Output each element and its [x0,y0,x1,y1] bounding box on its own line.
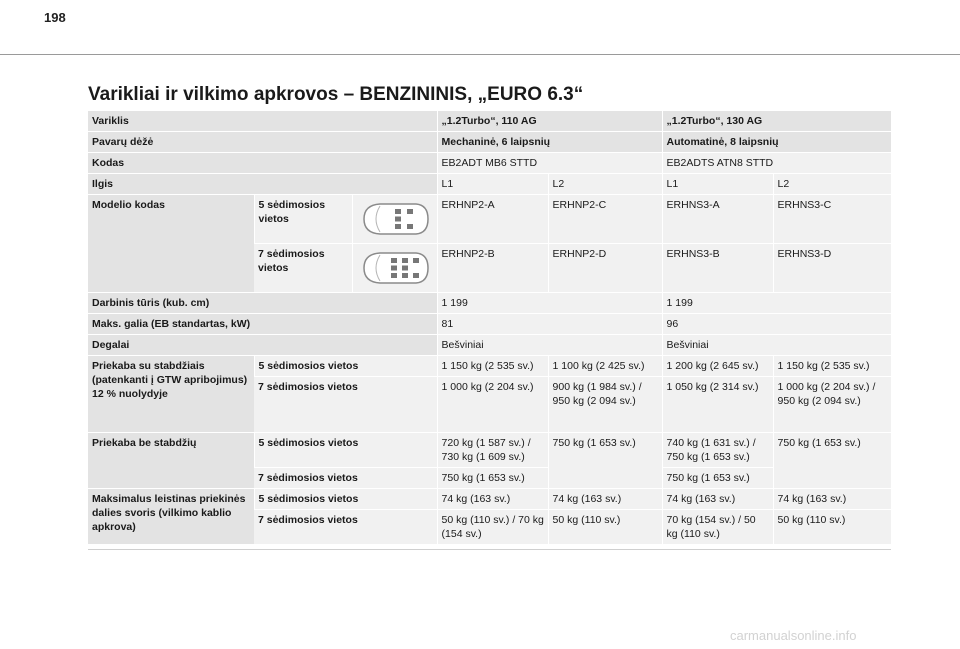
engine-1-cell: „1.2Turbo“, 110 AG [437,111,662,132]
seats-label: 7 sėdimosios vietos [254,244,352,293]
table-row-modelio-kodas-5 [88,195,891,244]
towbar-load-cell: 70 kg (154 sv.) / 50 kg (110 sv.) [662,510,773,545]
unbraked-trailer-cell: 750 kg (1 653 sv.) [548,433,662,489]
row-label: Darbinis tūris (kub. cm) [88,293,437,314]
braked-trailer-cell: 1 100 kg (2 425 sv.) [548,356,662,377]
seats-label: 5 sėdimosios vietos [254,489,437,510]
table-row-kodas [88,153,891,174]
table-row-pavaru-deze [88,132,891,153]
table-bottom-divider [88,549,891,550]
length-cell: L1 [662,174,773,195]
braked-trailer-cell: 1 150 kg (2 535 sv.) [773,356,891,377]
unbraked-trailer-cell: 750 kg (1 653 sv.) [662,468,773,489]
row-label: Ilgis [88,174,437,195]
braked-trailer-cell: 1 150 kg (2 535 sv.) [437,356,548,377]
fuel-2-cell: Bešviniai [662,335,891,356]
car-5-seat-layout-icon [352,195,437,244]
row-label: Priekaba su stabdžiais (patenkanti į GTW apribojimus) 12 % nuolydyje [88,356,254,433]
displacement-2-cell: 1 199 [662,293,891,314]
length-cell: L2 [548,174,662,195]
power-2-cell: 96 [662,314,891,335]
towbar-load-cell: 74 kg (163 sv.) [437,489,548,510]
row-label: Kodas [88,153,437,174]
model-code-cell: ERHNS3-C [773,195,891,244]
table-row-priekaba-be-5 [88,433,891,468]
top-divider [0,54,960,55]
towbar-load-cell: 74 kg (163 sv.) [548,489,662,510]
car-7-seat-layout-icon [352,244,437,293]
unbraked-trailer-cell: 750 kg (1 653 sv.) [773,433,891,489]
towbar-load-cell: 74 kg (163 sv.) [662,489,773,510]
row-label: Maksimalus leistinas priekinės dalies svoris (vilkimo kablio apkrova) [88,489,254,545]
row-label: Variklis [88,111,437,132]
row-label: Priekaba be stabdžių [88,433,254,489]
table-row-priekaba-su-5 [88,356,891,377]
gearbox-2-cell: Automatinė, 8 laipsnių [662,132,891,153]
page-number: 198 [44,10,66,25]
seats-label: 5 sėdimosios vietos [254,433,437,468]
table-row-degalai [88,335,891,356]
braked-trailer-cell: 1 050 kg (2 314 sv.) [662,377,773,433]
unbraked-trailer-cell: 720 kg (1 587 sv.) / 730 kg (1 609 sv.) [437,433,548,468]
table-row-ilgis [88,174,891,195]
engine-2-cell: „1.2Turbo“, 130 AG [662,111,891,132]
model-code-cell: ERHNP2-B [437,244,548,293]
seats-label: 7 sėdimosios vietos [254,510,437,545]
page-title: Varikliai ir vilkimo apkrovos – BENZININIS, „EURO 6.3“ [88,84,584,105]
table-row-variklis [88,111,891,132]
seats-label: 5 sėdimosios vietos [254,195,352,244]
row-label: Modelio kodas [88,195,254,293]
towbar-load-cell: 50 kg (110 sv.) / 70 kg (154 sv.) [437,510,548,545]
displacement-1-cell: 1 199 [437,293,662,314]
code-1-cell: EB2ADT MB6 STTD [437,153,662,174]
table-row-kablio-5 [88,489,891,510]
fuel-1-cell: Bešviniai [437,335,662,356]
unbraked-trailer-cell: 740 kg (1 631 sv.) / 750 kg (1 653 sv.) [662,433,773,468]
seats-label: 5 sėdimosios vietos [254,356,437,377]
gearbox-1-cell: Mechaninė, 6 laipsnių [437,132,662,153]
braked-trailer-cell: 1 200 kg (2 645 sv.) [662,356,773,377]
braked-trailer-cell: 1 000 kg (2 204 sv.) / 950 kg (2 094 sv.) [773,377,891,433]
model-code-cell: ERHNP2-D [548,244,662,293]
model-code-cell: ERHNS3-D [773,244,891,293]
row-label: Pavarų dėžė [88,132,437,153]
braked-trailer-cell: 900 kg (1 984 sv.) / 950 kg (2 094 sv.) [548,377,662,433]
model-code-cell: ERHNP2-C [548,195,662,244]
model-code-cell: ERHNP2-A [437,195,548,244]
table-row-darbinis-turis [88,293,891,314]
unbraked-trailer-cell: 750 kg (1 653 sv.) [437,468,548,489]
engine-spec-table [88,110,891,544]
table-row-galia [88,314,891,335]
model-code-cell: ERHNS3-A [662,195,773,244]
towbar-load-cell: 50 kg (110 sv.) [773,510,891,545]
model-code-cell: ERHNS3-B [662,244,773,293]
braked-trailer-cell: 1 000 kg (2 204 sv.) [437,377,548,433]
watermark: carmanualsonline.info [730,628,857,643]
seats-label: 7 sėdimosios vietos [254,468,437,489]
row-label: Degalai [88,335,437,356]
towbar-load-cell: 74 kg (163 sv.) [773,489,891,510]
power-1-cell: 81 [437,314,662,335]
towbar-load-cell: 50 kg (110 sv.) [548,510,662,545]
length-cell: L2 [773,174,891,195]
seats-label: 7 sėdimosios vietos [254,377,437,433]
code-2-cell: EB2ADTS ATN8 STTD [662,153,891,174]
row-label: Maks. galia (EB standartas, kW) [88,314,437,335]
length-cell: L1 [437,174,548,195]
